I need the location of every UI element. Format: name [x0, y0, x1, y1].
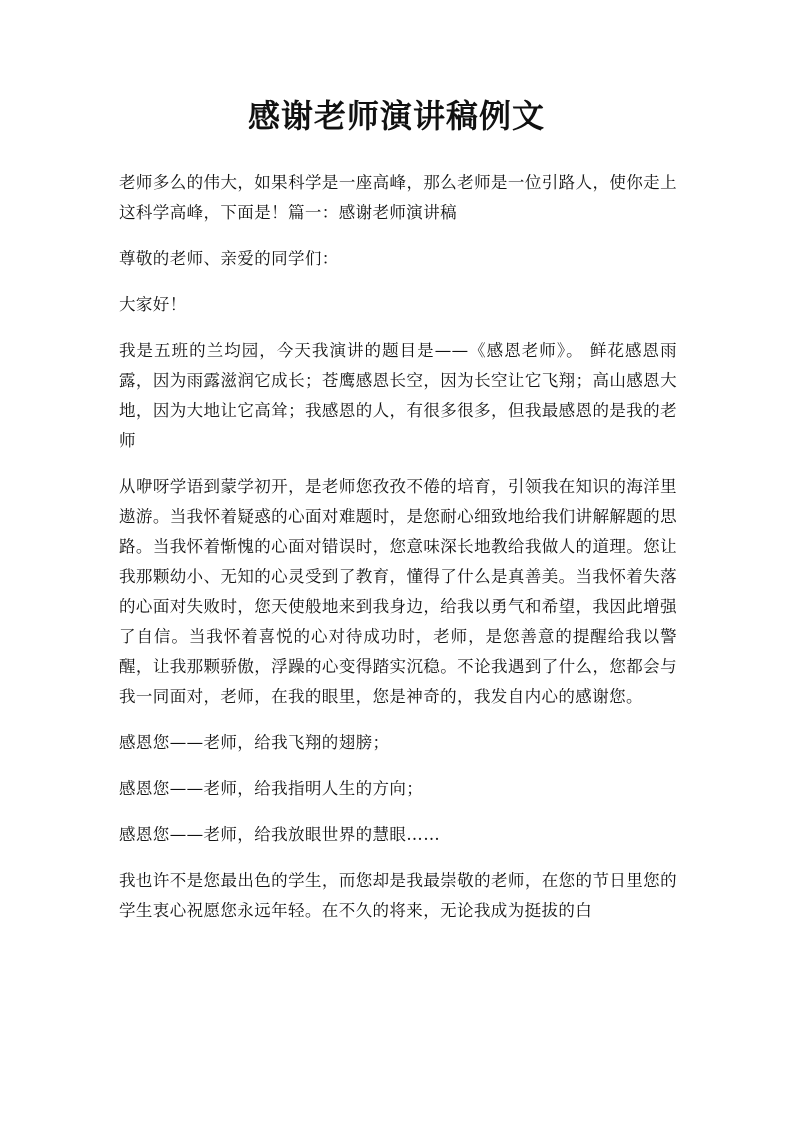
- paragraph-intro: 老师多么的伟大，如果科学是一座高峰，那么老师是一位引路人，使你走上这科学高峰，下面是！篇一：感谢老师演讲稿: [119, 173, 677, 222]
- document-body: [119, 168, 677, 942]
- paragraph-closing: 我也许不是您最出色的学生，而您却是我最崇敬的老师，在您的节日里您的学生衷心祝愿您永远年轻。在不久的将来，无论我成为挺拔的白: [119, 871, 677, 920]
- document-title: 感谢老师演讲稿例文: [247, 97, 545, 135]
- paragraph-main: 从咿呀学语到蒙学初开，是老师您孜孜不倦的培育，引领我在知识的海洋里遨游。当我怀着疑惑的心面对难题时，是您耐心细致地给我们讲解解题的思路。当我怀着惭愧的心面对错误时，您意味深长地教给我做人的道理。您让我那颗幼小、无知的心灵受到了教育，懂得了什么是真善美。当我怀着失落的心面对失败时，您天使般地来到我身边，给我以勇气和希望，我因此增强了自信。当我怀着喜悦的心对待成功时，老师，是您善意的提醒给我以警醒，让我那颗骄傲，浮躁的心变得踏实沉稳。不论我遇到了什么，您都会与我一同面对，老师，在我的眼里，您是神奇的，我发自内心的感谢您。: [119, 477, 677, 706]
- paragraph-thanks-2: 感恩您——老师，给我指明人生的方向；: [119, 779, 424, 798]
- paragraph-greeting: 大家好！: [119, 295, 187, 314]
- paragraph-thanks-3: 感恩您——老师，给我放眼世界的慧眼……: [119, 825, 441, 844]
- paragraph-salutation: 尊敬的老师、亲爱的同学们：: [119, 249, 339, 268]
- paragraph-thanks-1: 感恩您——老师，给我飞翔的翅膀；: [119, 733, 390, 752]
- paragraph-introduction: 我是五班的兰均园，今天我演讲的题目是——《感恩老师》。 鲜花感恩雨露，因为雨露滋润它成长；苍鹰感恩长空，因为长空让它飞翔；高山感恩大地，因为大地让它高耸；我感恩的人，有很多很多，但我最感恩的是我的老师: [119, 341, 677, 450]
